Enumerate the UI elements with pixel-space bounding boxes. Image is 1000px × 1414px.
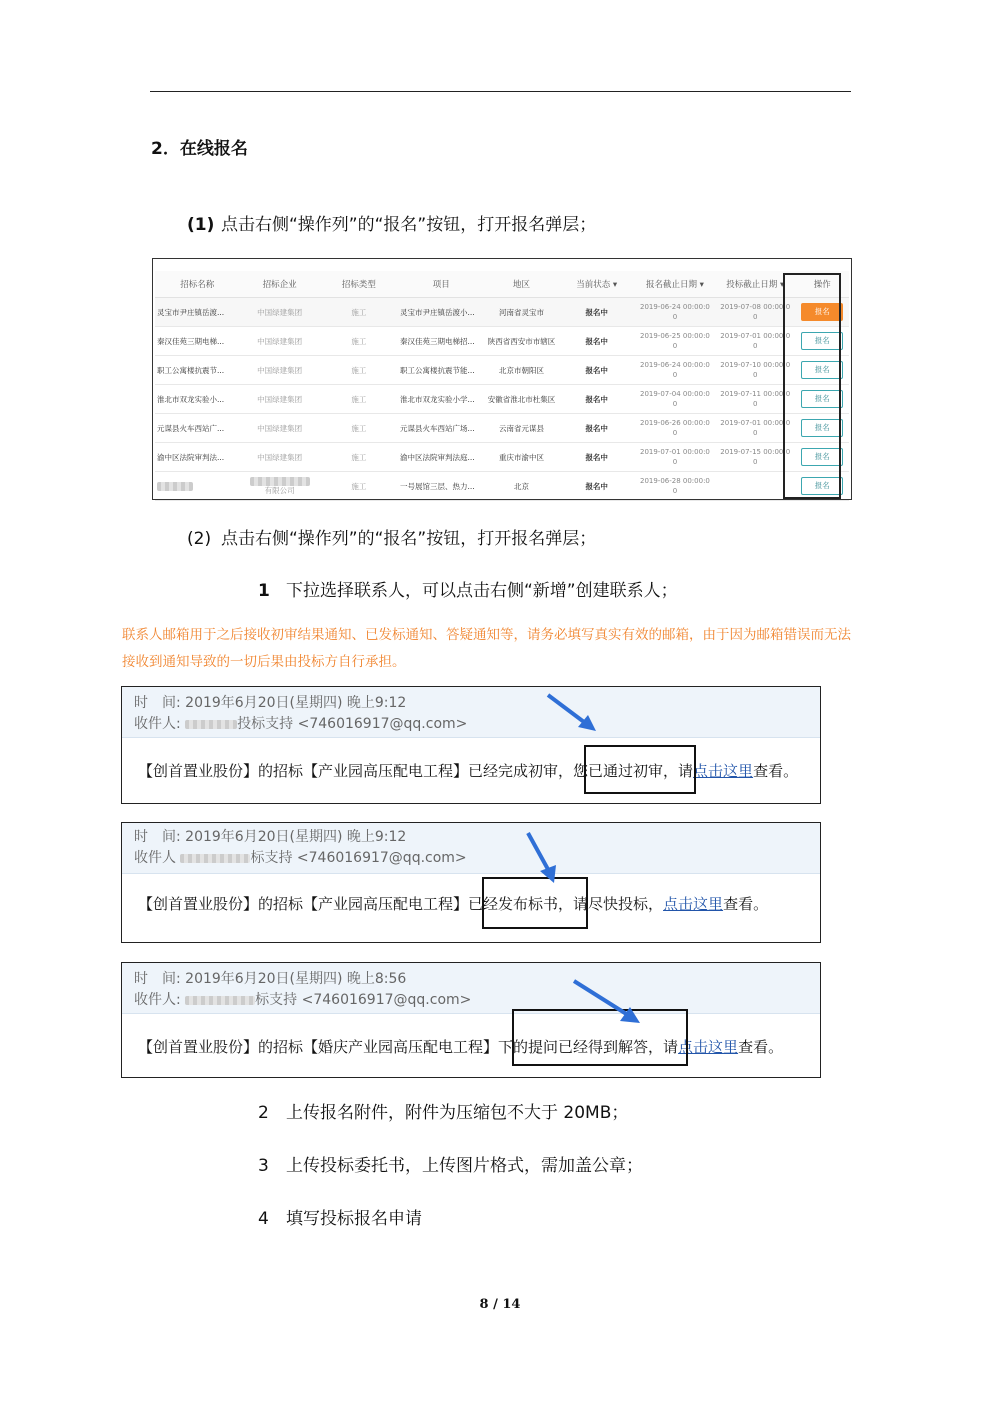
col-header-project: 项目 — [398, 271, 484, 298]
table-row — [155, 327, 849, 356]
cell-project: 淮北市双龙实验小学... — [398, 385, 484, 414]
table-row — [155, 472, 849, 501]
cell-bid-deadline: 2019-07-08 00:00:0 0 — [715, 298, 795, 327]
substep-4-text: 填写投标报名申请 — [286, 1209, 422, 1229]
cell-tender-name: 元谋县火车西站广... — [155, 414, 239, 443]
register-button[interactable]: 报名 — [801, 477, 843, 495]
blurred-name — [180, 854, 250, 863]
cell-tender-name — [155, 472, 239, 501]
cell-region: 河南省灵宝市 — [484, 298, 558, 327]
col-header-reg-deadline[interactable]: 报名截止日期 ▾ — [635, 271, 715, 298]
bidding-table-screenshot — [152, 258, 852, 500]
cell-reg-deadline: 2019-07-04 00:00:0 0 — [635, 385, 715, 414]
table-row — [155, 443, 849, 472]
cell-project: 灵宝市尹庄镇岳渡小... — [398, 298, 484, 327]
substep-4-number: 4 — [258, 1209, 269, 1229]
cell-status: 报名中 — [559, 327, 635, 356]
table-row — [155, 356, 849, 385]
email-preview-2 — [121, 822, 821, 943]
cell-status: 报名中 — [559, 298, 635, 327]
cell-bid-deadline: 2019-07-15 00:00:0 0 — [715, 443, 795, 472]
cell-status: 报名中 — [559, 472, 635, 501]
col-header-operation: 操作 — [795, 271, 849, 298]
cell-tender-name: 职工公寓楼抗震节... — [155, 356, 239, 385]
table-row — [155, 414, 849, 443]
col-header-name: 招标名称 — [155, 271, 239, 298]
register-button[interactable]: 报名 — [801, 390, 843, 408]
email-time-row: 时 间: 2019年6月20日(星期四) 晚上9:12 — [134, 695, 407, 711]
cell-region: 陕西省西安市市辖区 — [484, 327, 558, 356]
cell-reg-deadline: 2019-06-24 00:00:0 0 — [635, 298, 715, 327]
cell-project: 职工公寓楼抗震节能... — [398, 356, 484, 385]
section-title: 2．在线报名 — [151, 139, 248, 159]
table-row — [155, 298, 849, 327]
register-button[interactable]: 报名 — [801, 361, 843, 379]
email-body: 【创首置业股份】的招标【产业园高压配电工程】已经完成初审，您已通过初审，请点击这里查看。 — [138, 762, 799, 780]
substep-3-number: 3 — [258, 1156, 269, 1176]
cell-status: 报名中 — [559, 414, 635, 443]
email-notice: 联系人邮箱用于之后接收初审结果通知、已发标通知、答疑通知等，请务必填写真实有效的邮箱，由于因为邮箱错误而无法接收到通知导致的一切后果由投标方自行承担。 — [122, 627, 851, 670]
cell-company: 中国绿建集团 — [239, 414, 319, 443]
substep-4 — [258, 1204, 422, 1229]
col-header-status[interactable]: 当前状态 ▾ — [559, 271, 635, 298]
email-link[interactable]: 点击这里 — [693, 762, 754, 780]
cell-type: 施工 — [320, 414, 398, 443]
register-button[interactable]: 报名 — [801, 332, 843, 350]
cell-bid-deadline: 2019-07-11 00:00:0 0 — [715, 385, 795, 414]
header-rule — [150, 91, 851, 92]
email-highlight-text: 已经发布标书 — [468, 895, 559, 913]
email-recipient-row: 收件人 标支持 <746016917@qq.com> — [134, 850, 467, 866]
substep-2 — [258, 1098, 628, 1123]
cell-company: 中国绿建集团 — [239, 443, 319, 472]
cell-region: 云南省元谋县 — [484, 414, 558, 443]
cell-bid-deadline: 2019-07-01 00:00:0 0 — [715, 414, 795, 443]
step-2 — [187, 524, 596, 549]
substep-1-text: 下拉选择联系人，可以点击右侧“新增”创建联系人； — [286, 581, 678, 601]
bidding-table — [155, 271, 849, 501]
highlight-box — [584, 745, 696, 794]
operation-column-highlight — [783, 273, 841, 499]
cell-region: 北京 — [484, 472, 558, 501]
substep-1 — [258, 576, 678, 601]
blurred-name — [185, 720, 237, 729]
cell-project: 元谋县火车西站广场... — [398, 414, 484, 443]
pointer-arrow-icon — [570, 977, 646, 1027]
email-preview-1 — [121, 686, 821, 804]
cell-type: 施工 — [320, 472, 398, 501]
cell-reg-deadline: 2019-06-28 00:00:0 0 — [635, 472, 715, 501]
email-link[interactable]: 点击这里 — [678, 1038, 739, 1056]
substep-1-number: 1 — [258, 581, 270, 601]
cell-status: 报名中 — [559, 385, 635, 414]
email-recipient-row: 收件人: 投标支持 <746016917@qq.com> — [134, 716, 468, 732]
substep-3 — [258, 1151, 643, 1176]
pointer-arrow-icon — [522, 829, 562, 885]
cell-reg-deadline: 2019-06-26 00:00:0 0 — [635, 414, 715, 443]
step-1 — [187, 210, 596, 235]
register-button[interactable]: 报名 — [801, 419, 843, 437]
cell-company: 中国绿建集团 — [239, 356, 319, 385]
cell-bid-deadline: 2019-07-01 00:00:0 0 — [715, 327, 795, 356]
blurred-text — [157, 482, 193, 491]
cell-region: 北京市朝阳区 — [484, 356, 558, 385]
substep-2-number: 2 — [258, 1103, 269, 1123]
cell-project: 一号展馆三层、热力... — [398, 472, 484, 501]
cell-tender-name: 秦汉佳苑三期电梯... — [155, 327, 239, 356]
cell-reg-deadline: 2019-07-01 00:00:0 0 — [635, 443, 715, 472]
cell-bid-deadline: 2019-07-10 00:00:0 0 — [715, 356, 795, 385]
col-header-type: 招标类型 — [320, 271, 398, 298]
email-highlight-text: 下的提问已经得到解答 — [498, 1038, 649, 1056]
blurred-name — [185, 996, 255, 1005]
cell-reg-deadline: 2019-06-24 00:00:0 0 — [635, 356, 715, 385]
step-1-text: 点击右侧“操作列”的“报名”按钮，打开报名弹层； — [221, 215, 597, 235]
page-number: 8 / 14 — [479, 1297, 521, 1312]
step-2-number: (2) — [187, 529, 212, 549]
substep-2-text: 上传报名附件，附件为压缩包不大于 20MB； — [286, 1103, 629, 1123]
cell-project: 秦汉佳苑三期电梯招... — [398, 327, 484, 356]
step-2-text: 点击右侧“操作列”的“报名”按钮，打开报名弹层； — [221, 529, 597, 549]
register-button[interactable]: 报名 — [801, 448, 843, 466]
cell-region: 重庆市渝中区 — [484, 443, 558, 472]
pointer-arrow-icon — [542, 691, 602, 735]
email-link[interactable]: 点击这里 — [663, 895, 724, 913]
cell-project: 渝中区法院审判法庭... — [398, 443, 484, 472]
cell-reg-deadline: 2019-06-25 00:00:0 0 — [635, 327, 715, 356]
cell-status: 报名中 — [559, 443, 635, 472]
cell-tender-name: 渝中区法院审判法... — [155, 443, 239, 472]
email-preview-3 — [121, 962, 821, 1078]
col-header-company: 招标企业 — [239, 271, 319, 298]
cell-company: 中国绿建集团 — [239, 385, 319, 414]
cell-company: 中国绿建集团 — [239, 298, 319, 327]
cell-tender-name: 灵宝市尹庄镇岳渡... — [155, 298, 239, 327]
step-1-number: (1) — [187, 215, 215, 235]
register-button[interactable]: 报名 — [801, 303, 843, 321]
cell-region: 安徽省淮北市杜集区 — [484, 385, 558, 414]
email-highlight-text: 您已通过初审 — [573, 762, 664, 780]
col-header-bid-deadline[interactable]: 投标截止日期 ▾ — [715, 271, 795, 298]
email-recipient-row: 收件人: 标支持 <746016917@qq.com> — [134, 992, 472, 1008]
cell-type: 施工 — [320, 385, 398, 414]
cell-company: 有限公司 — [239, 472, 319, 501]
cell-company: 中国绿建集团 — [239, 327, 319, 356]
table-row — [155, 385, 849, 414]
cell-type: 施工 — [320, 327, 398, 356]
email-time-row: 时 间: 2019年6月20日(星期四) 晚上9:12 — [134, 829, 407, 845]
email-body: 【创首置业股份】的招标【产业园高压配电工程】已经发布标书，请尽快投标，点击这里查看。 — [138, 895, 769, 913]
cell-tender-name: 淮北市双龙实验小... — [155, 385, 239, 414]
cell-type: 施工 — [320, 298, 398, 327]
cell-type: 施工 — [320, 443, 398, 472]
cell-status: 报名中 — [559, 356, 635, 385]
cell-type: 施工 — [320, 356, 398, 385]
email-time-row: 时 间: 2019年6月20日(星期四) 晚上8:56 — [134, 971, 407, 987]
col-header-region: 地区 — [484, 271, 558, 298]
email-body: 【创首置业股份】的招标【婚庆产业园高压配电工程】下的提问已经得到解答，请点击这里查看。 — [138, 1038, 784, 1056]
table-header-row — [155, 271, 849, 298]
substep-3-text: 上传投标委托书，上传图片格式，需加盖公章； — [286, 1156, 643, 1176]
blurred-text — [250, 477, 310, 486]
